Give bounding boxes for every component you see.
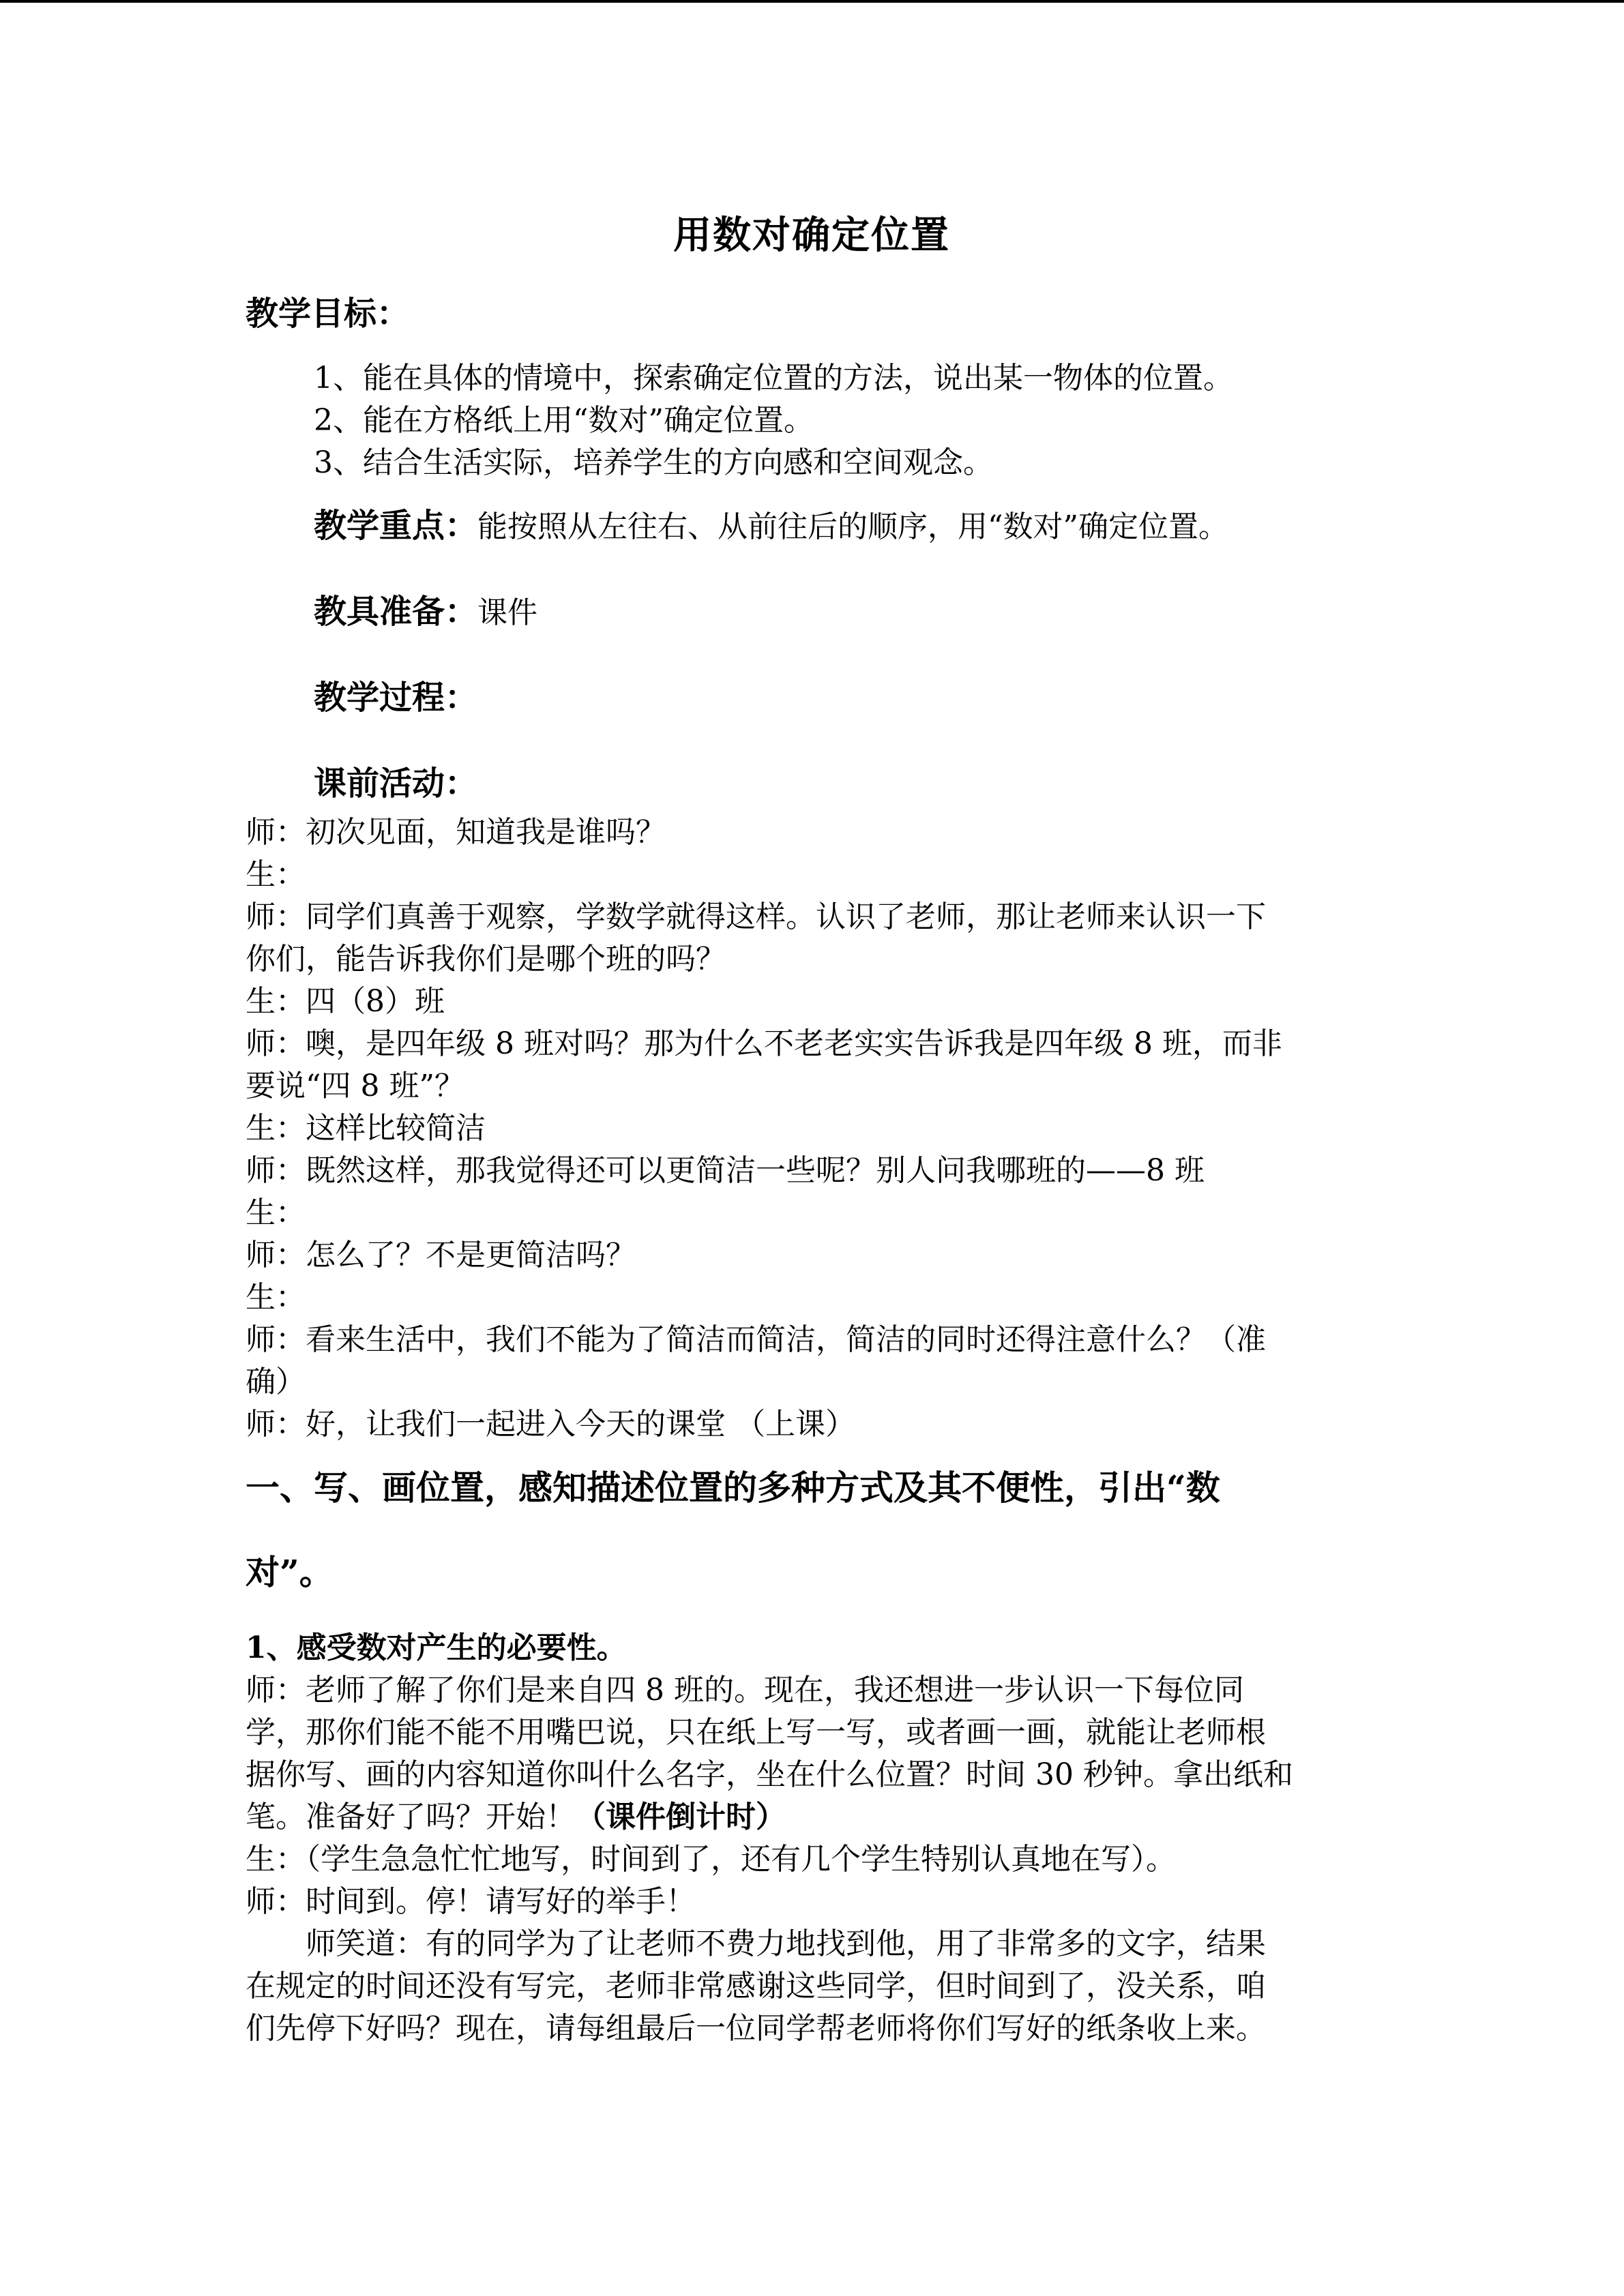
section-1-heading-line: 对”。 bbox=[246, 1552, 334, 1592]
dialog-line: 你们，能告诉我你们是哪个班的吗？ bbox=[246, 942, 726, 976]
goal-item: 3、结合生活实际，培养学生的方向感和空间观念。 bbox=[314, 445, 993, 480]
dialog-line: 确） bbox=[246, 1365, 306, 1399]
body-line: 学，那你们能不能不用嘴巴说，只在纸上写一写，或者画一画，就能让老师根 bbox=[246, 1715, 1266, 1750]
body-line bbox=[246, 1796, 1378, 1838]
goal-item: 1、能在具体的情境中，探索确定位置的方法，说出某一物体的位置。 bbox=[314, 361, 1233, 396]
student-line: 生：（学生急急忙忙地写，时间到了，还有几个学生特别认真地在写）。 bbox=[246, 1842, 1176, 1877]
top-border-line bbox=[0, 0, 1624, 3]
teaching-tools-value: 课件 bbox=[477, 595, 538, 630]
teaching-tools-label: 教具准备： bbox=[314, 593, 478, 631]
pre-class-dialog bbox=[246, 811, 1378, 1446]
body-line: 师：老师了解了你们是来自四 8 班的。现在，我还想进一步认识一下每位同 bbox=[246, 1673, 1244, 1708]
body-line: 在规定的时间还没有写完，老师非常感谢这些同学，但时间到了，没关系，咱 bbox=[246, 1969, 1266, 2003]
dialog-line: 生：这样比较简洁 bbox=[246, 1111, 486, 1146]
dialog-line: 生：四（8）班 bbox=[246, 984, 445, 1019]
key-point bbox=[314, 505, 1378, 548]
dialog-line: 师：既然这样，那我觉得还可以更简洁一些呢？别人问我哪班的——8 班 bbox=[246, 1153, 1205, 1188]
countdown-note: （课件倒计时） bbox=[576, 1800, 786, 1834]
dialog-line: 师：怎么了？不是更简洁吗？ bbox=[246, 1238, 636, 1272]
section-1-body bbox=[246, 1669, 1378, 2050]
dialog-line: 师：初次见面，知道我是谁吗？ bbox=[246, 815, 666, 850]
pre-class-activity bbox=[314, 762, 1378, 806]
dialog-line: 师：同学们真善于观察，学数学就得这样。认识了老师，那让老师来认识一下 bbox=[246, 899, 1266, 934]
dialog-line: 师：好，让我们一起进入今天的课堂 （上课） bbox=[246, 1407, 855, 1442]
body-line: 们先停下好吗？现在，请每组最后一位同学帮老师将你们写好的纸条收上来。 bbox=[246, 2011, 1266, 2046]
key-point-value: 能按照从左往右、从前往后的顺序，用“数对”确定位置。 bbox=[477, 509, 1229, 544]
teaching-process bbox=[314, 676, 1378, 720]
teaching-tools bbox=[314, 591, 1378, 634]
body-line-text: 笔。准备好了吗？开始！ bbox=[246, 1800, 576, 1834]
dialog-line: 师：看来生活中，我们不能为了简洁而简洁，简洁的同时还得注意什么？（准 bbox=[246, 1322, 1266, 1357]
body-line: 据你写、画的内容知道你叫什么名字，坐在什么位置？时间 30 秒钟。拿出纸和 bbox=[246, 1757, 1293, 1792]
goal-item: 2、能在方格纸上用“数对”确定位置。 bbox=[314, 403, 814, 438]
section-1-heading-line: 一、写、画位置，感知描述位置的多种方式及其不便性，引出“数 bbox=[246, 1467, 1220, 1508]
document-title: 用数对确定位置 bbox=[673, 213, 950, 258]
key-point-label: 教学重点： bbox=[314, 507, 478, 545]
dialog-line: 要说“四 8 班”？ bbox=[246, 1069, 464, 1103]
section-1-heading bbox=[246, 1446, 1378, 1615]
section-1-subheading: 1、感受数对产生的必要性。 bbox=[246, 1630, 627, 1665]
goals-list bbox=[314, 357, 1378, 484]
teaching-process-label: 教学过程： bbox=[314, 679, 478, 717]
teacher-line: 师：时间到。停！请写好的举手！ bbox=[246, 1884, 696, 1919]
body-line: 师笑道：有的同学为了让老师不费力地找到他，用了非常多的文字，结果 bbox=[306, 1926, 1266, 1961]
dialog-line: 师：噢，是四年级 8 班对吗？那为什么不老老实实告诉我是四年级 8 班，而非 bbox=[246, 1026, 1282, 1061]
document-page bbox=[246, 205, 1378, 2050]
dialog-line: 生： bbox=[246, 857, 306, 892]
pre-class-activity-label: 课前活动： bbox=[314, 764, 478, 803]
goals-heading: 教学目标： bbox=[246, 295, 410, 333]
dialog-line: 生： bbox=[246, 1195, 306, 1230]
dialog-line: 生： bbox=[246, 1280, 306, 1315]
